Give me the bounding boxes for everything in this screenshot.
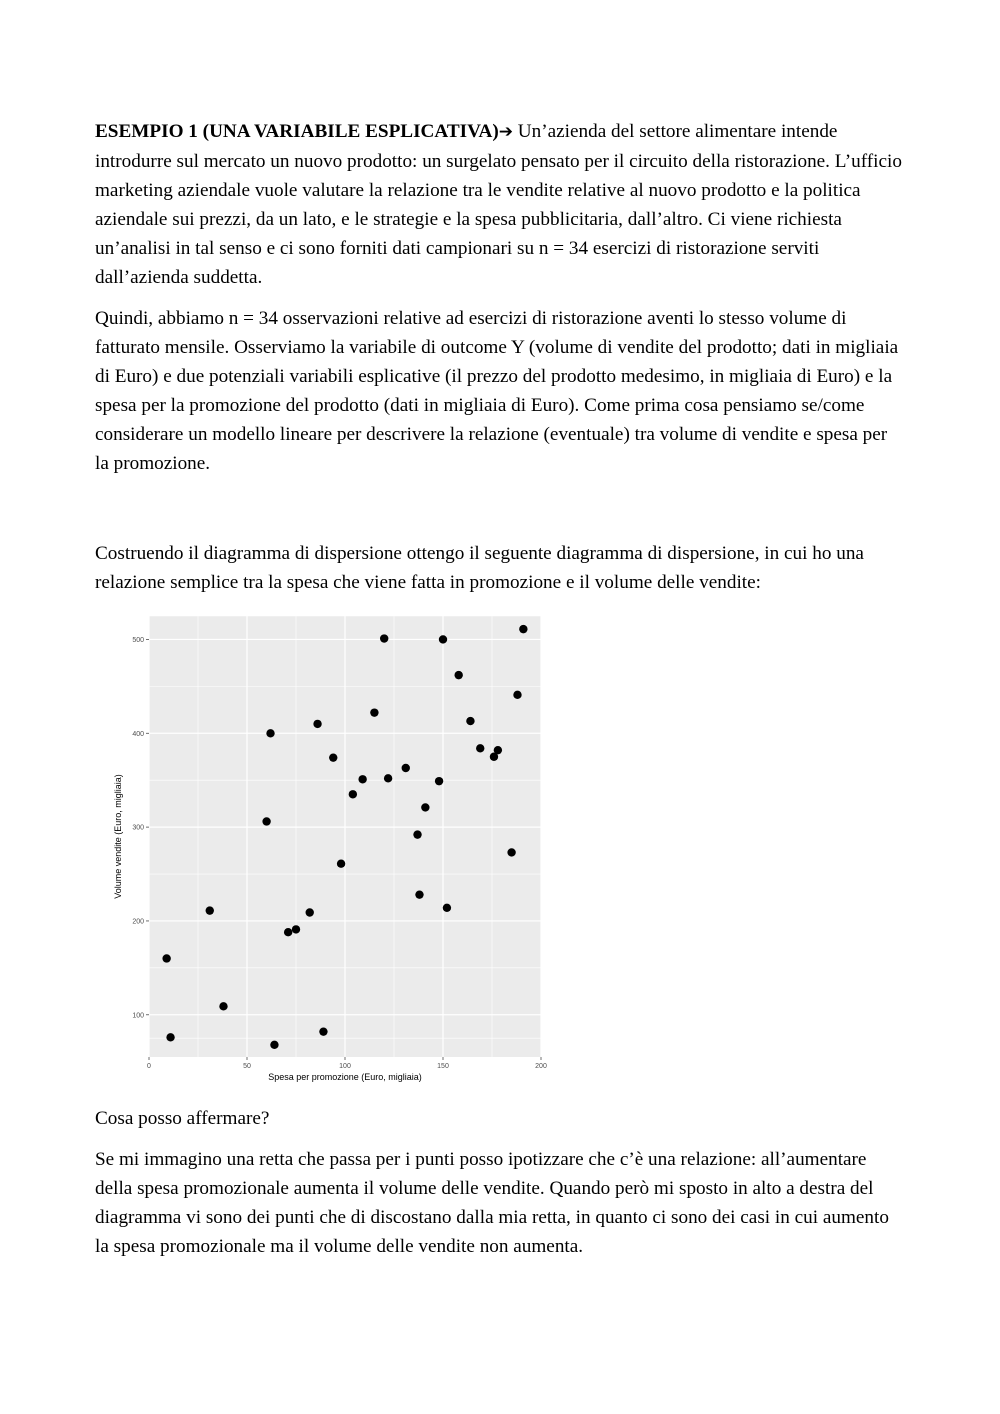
scatter-point: [162, 954, 170, 962]
scatter-point: [402, 764, 410, 772]
scatter-point: [219, 1002, 227, 1010]
scatter-point: [384, 774, 392, 782]
y-tick-label: 100: [132, 1012, 144, 1020]
y-tick-label: 300: [132, 824, 144, 832]
scatter-point: [262, 817, 270, 825]
x-tick-label: 0: [147, 1063, 151, 1070]
paragraph-intro: [95, 117, 905, 292]
scatter-point: [292, 925, 300, 933]
scatter-chart: [112, 608, 572, 1088]
arrow-right-icon: ➔: [498, 122, 513, 142]
scatter-point: [329, 753, 337, 761]
scatter-point: [519, 625, 527, 633]
scatter-point: [439, 635, 447, 643]
scatter-point: [266, 729, 274, 737]
document-page: [95, 117, 905, 1261]
scatter-point: [435, 777, 443, 785]
scatter-chart-svg: [112, 608, 572, 1088]
scatter-point: [443, 904, 451, 912]
scatter-point: [284, 928, 292, 936]
y-tick-label: 200: [132, 918, 144, 926]
example-heading: ESEMPIO 1 (UNA VARIABILE ESPLICATIVA): [95, 121, 499, 142]
scatter-point: [454, 671, 462, 679]
scatter-point: [476, 744, 484, 752]
scatter-point: [270, 1041, 278, 1049]
paragraph-scatter-intro: Costruendo il diagramma di dispersione ottengo il seguente diagramma di dispersione, in cui ho una relazione semplice tra la spesa che viene fatta in promozione e il volume delle vendite:: [95, 543, 864, 593]
x-tick-label: 200: [535, 1063, 547, 1070]
scatter-point: [370, 708, 378, 716]
x-tick-label: 150: [437, 1063, 449, 1070]
scatter-point: [349, 790, 357, 798]
scatter-point: [380, 634, 388, 642]
scatter-point: [507, 848, 515, 856]
scatter-point: [494, 746, 502, 754]
y-tick-label: 500: [132, 636, 144, 644]
scatter-point: [306, 908, 314, 916]
y-tick-label: 400: [132, 730, 144, 738]
scatter-point: [466, 717, 474, 725]
paragraph-observations: Quindi, abbiamo n = 34 osservazioni relative ad esercizi di ristorazione aventi lo stesso volume di fatturato mensile. Osserviamo la variabile di outcome Y (volume di vendite del prodotto; dati in migliaia di Euro) e due potenziali variabili esplicative (il prezzo del prodotto medesimo, in migliaia di Euro) e la spesa per la promozione del prodotto (dati in migliaia di Euro). Come prima cosa pensiamo se/come considerare un modello lineare per descrivere la relazione (eventuale) tra volume di vendite e spesa per la promozione.: [95, 308, 899, 474]
x-tick-label: 50: [243, 1063, 251, 1070]
scatter-point: [313, 720, 321, 728]
paragraph-question: Cosa posso affermare?: [95, 1108, 270, 1129]
x-tick-label: 100: [339, 1063, 351, 1070]
scatter-point: [206, 906, 214, 914]
y-axis-title: Volume vendite (Euro, migliaia): [113, 774, 123, 899]
scatter-point: [358, 775, 366, 783]
scatter-point: [513, 691, 521, 699]
scatter-point: [413, 830, 421, 838]
scatter-point: [319, 1027, 327, 1035]
scatter-point: [421, 803, 429, 811]
x-axis-title: Spesa per promozione (Euro, migliaia): [268, 1072, 422, 1082]
paragraph-answer: Se mi immagino una retta che passa per i punti posso ipotizzare che c’è una relazione: all’aumentare della spesa promozionale aumenta il volume delle vendite. Quando però mi sposto in alto a destra del diagramma vi sono dei punti che di discostano dalla mia retta, in quanto ci sono dei casi in cui aumento la spesa promozionale ma il volume delle vendite non aumenta.: [95, 1149, 889, 1257]
scatter-point: [415, 890, 423, 898]
scatter-point: [166, 1033, 174, 1041]
intro-text: Un’azienda del settore alimentare intende introdurre sul mercato un nuovo prodotto: un surgelato pensato per il circuito della ristorazione. L’ufficio marketing aziendale vuole valutare la relazione tra le vendite relative al nuovo prodotto e la politica aziendale sui prezzi, da un lato, e le strategie e la spesa pubblicitaria, dall’altro. Ci viene richiesta un’analisi in tal senso e ci sono forniti dati campionari su n = 34 esercizi di ristorazione serviti dall’azienda suddetta.: [95, 121, 902, 288]
scatter-point: [337, 860, 345, 868]
